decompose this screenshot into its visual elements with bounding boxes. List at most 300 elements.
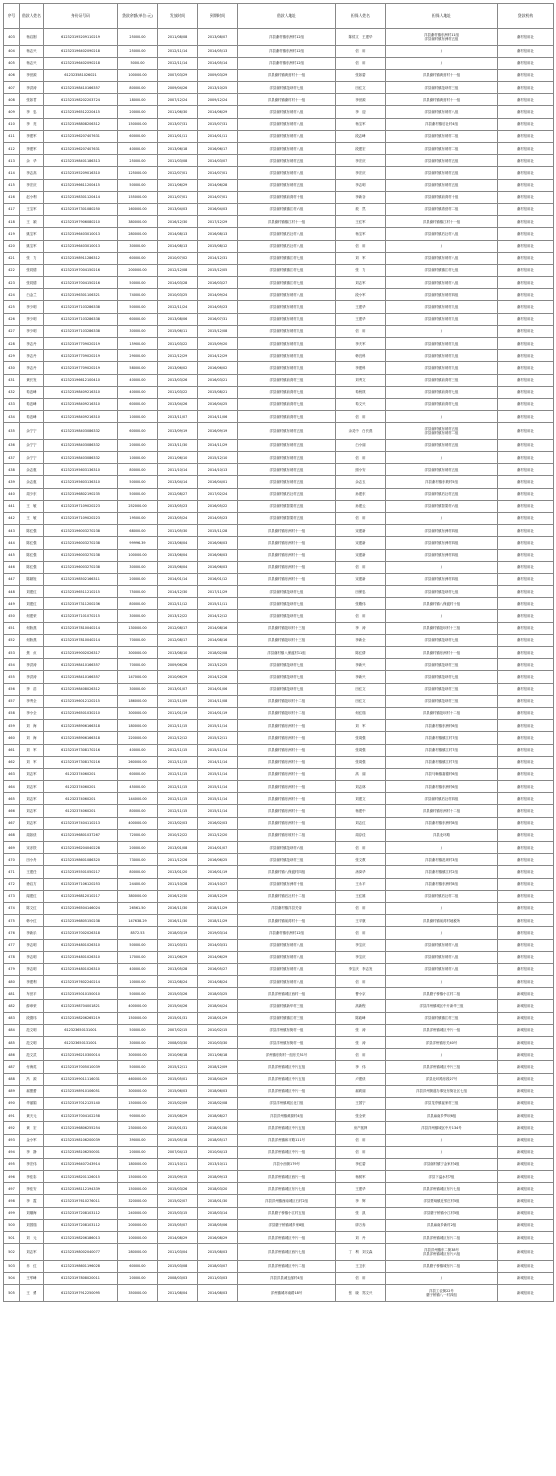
table-cell: 谢村信用社 — [498, 695, 554, 707]
table-cell: 447 — [4, 573, 20, 585]
table-cell: 陈文红 — [20, 902, 44, 914]
table-cell: 612323198906166318 — [44, 732, 118, 744]
table-cell: 2016/05/22 — [198, 500, 238, 512]
table-cell: 150000.00 — [118, 1171, 158, 1183]
table-cell: 洋县谢村镇范坝村十二组 — [238, 695, 336, 707]
table-cell: 2014/07/01 — [198, 191, 238, 203]
table-cell: 2011/06/29 — [158, 951, 198, 963]
table-cell: 刘顺海 — [20, 1207, 44, 1219]
table-cell: 洋县洋州镇城区西片一组 — [238, 1171, 336, 1183]
table-cell: 洋县谢村镇范坝村3组 — [386, 854, 498, 866]
table-cell: 30000.00 — [118, 561, 158, 573]
table-cell: 谢村信用社 — [498, 277, 554, 289]
table-cell: 20000.00 — [118, 106, 158, 118]
table-cell: 2016/12/30 — [158, 890, 198, 902]
table-cell: 612323195209016310 — [44, 167, 118, 179]
table-cell: 闻建红 — [20, 890, 44, 902]
table-cell: 洋县谢村镇东坡村八组 — [238, 939, 336, 951]
table-cell: 494 — [4, 1146, 20, 1158]
table-cell: 李 辉 — [336, 1195, 386, 1207]
table-cell: 李志高 — [20, 167, 44, 179]
table-cell: 505 — [4, 1285, 20, 1302]
table-cell: 2012/11/15 — [158, 756, 198, 768]
table-cell: 洋县洋州镇东关40号 — [386, 1037, 498, 1049]
table-row — [4, 793, 554, 805]
table-cell: 411 — [4, 130, 20, 142]
table-cell: 荀忠峰 — [20, 398, 44, 410]
table-cell: 李志丹 — [20, 362, 44, 374]
table-cell: 482 — [4, 1000, 20, 1012]
table-cell: 612323196812010217 — [44, 890, 118, 902]
table-cell: 612323198002040077 — [44, 1244, 118, 1261]
table-cell: 2013/04/26 — [158, 398, 198, 410]
table-cell: 洋县洋州镇城区东片七组 — [238, 1183, 336, 1195]
table-cell: 446 — [4, 561, 20, 573]
table-cell: 437 — [4, 452, 20, 464]
table-cell: 洋县谢村镇镇江村七组 — [386, 264, 498, 276]
table-cell: 2011/06/10 — [158, 452, 198, 464]
table-cell: 谢村信用社 — [498, 707, 554, 719]
table-cell: 李少明 — [20, 313, 44, 325]
table-cell: / — [386, 452, 498, 464]
table-cell: 谢村信用社 — [498, 228, 554, 240]
table-cell: 612323196611200415 — [44, 179, 118, 191]
table-cell: 谢村信用社 — [498, 301, 554, 313]
table-cell: 洋县谢村镇东坡村九组 — [386, 362, 498, 374]
table-cell: 2014/07/01 — [198, 167, 238, 179]
table-cell: 张周强 — [336, 744, 386, 756]
table-cell: 余志惠 — [20, 476, 44, 488]
table-cell: 417 — [4, 203, 20, 215]
table-row — [4, 1171, 554, 1183]
table-cell: 2018/04/29 — [198, 1073, 238, 1085]
table-cell: 2015/11/14 — [198, 720, 238, 732]
table-cell-line: 洋县谢村镇东洲村五组 — [424, 36, 459, 41]
table-cell: 2007/02/15 — [158, 1024, 198, 1036]
table-cell: 240000.00 — [118, 1207, 158, 1219]
table-cell: 洋县磨子桥镇小江村二组 — [386, 988, 498, 1000]
table-cell: 2015/11/14 — [198, 768, 238, 780]
table-cell: 荀忠峰 — [20, 411, 44, 423]
table-cell: 2015/03/08 — [158, 1260, 198, 1272]
table-row — [4, 1195, 554, 1207]
table-cell: 何红瑞 — [336, 707, 386, 719]
table-cell: 2009/04/26 — [158, 82, 198, 94]
table-cell: 洋县谢村镇镇江村7组 — [386, 744, 498, 756]
table-cell: 2013/06/04 — [158, 549, 198, 561]
table-cell: 612323196403010013 — [44, 228, 118, 240]
table-cell: 40000.00 — [118, 744, 158, 756]
table-cell: 2012/11/15 — [158, 805, 198, 817]
table-cell: 刘 军 — [336, 720, 386, 732]
table-cell: 孙建云 — [336, 500, 386, 512]
table-cell: 2016/09/19 — [198, 423, 238, 440]
table-cell: 谢村信用社 — [498, 622, 554, 634]
table-cell: 2016/08/29 — [198, 1232, 238, 1244]
table-cell: 谢村信用社 — [498, 106, 554, 118]
table-cell: 姚宝军 — [20, 228, 44, 240]
table-cell: 612323197004150216 — [44, 277, 118, 289]
table-cell: 612323198409216310 — [44, 398, 118, 410]
table-cell: 信 用 — [336, 842, 386, 854]
table-cell: 李洪涛 — [20, 82, 44, 94]
table-cell: 洋县北环路东段27号 — [386, 1073, 498, 1085]
table-cell: 405 — [4, 57, 20, 69]
table-cell: 612323198410166357 — [44, 82, 118, 94]
table-cell: 2013/08/07 — [198, 29, 238, 46]
table-cell: 洋县谢村镇东坡村八组 — [386, 106, 498, 118]
table-cell: 新城信用社 — [498, 1061, 554, 1073]
table-cell: 洋县谢村镇谢村村十一组 — [238, 94, 336, 106]
table-row — [4, 1260, 554, 1272]
table-cell: 2017/02/24 — [198, 488, 238, 500]
table-cell: 2014/12/12 — [198, 610, 238, 622]
table-cell: 刘秀文 — [336, 374, 386, 386]
table-row — [4, 106, 554, 118]
table-cell: 谢村信用社 — [498, 768, 554, 780]
table-cell: 李红碧 — [336, 1158, 386, 1170]
table-cell: 谢村信用社 — [498, 561, 554, 573]
table-cell: 2013/01/07 — [158, 683, 198, 695]
table-cell: 452 — [4, 634, 20, 646]
table-cell: 2011/05/30 — [158, 525, 198, 537]
table-cell: 荀秋筷 — [336, 386, 386, 398]
table-cell: 洋县谢村镇前湾村七组 — [386, 398, 498, 410]
table-cell: 李志明 — [20, 951, 44, 963]
table-cell: 谢村信用社 — [498, 338, 554, 350]
table-cell: 车世平 — [20, 988, 44, 1000]
table-cell: 谢村信用社 — [498, 191, 554, 203]
table-cell: 612323197602240214 — [44, 976, 118, 988]
table-cell: 李新兴 — [336, 671, 386, 683]
table-cell: 王 勇 — [20, 1285, 44, 1302]
table-cell: 404 — [4, 45, 20, 57]
table-cell: 2013/07/31 — [158, 118, 198, 130]
table-cell: 438 — [4, 464, 20, 476]
table-cell: 2013/08/06 — [158, 313, 198, 325]
table-cell: 436 — [4, 439, 20, 451]
table-cell: 谢村信用社 — [498, 179, 554, 191]
table-cell: 612323196801037267 — [44, 829, 118, 841]
table-cell: 2013/10/25 — [198, 82, 238, 94]
table-cell: 刘志军 — [20, 793, 44, 805]
table-cell: 612323196003270238 — [44, 525, 118, 537]
table-cell: 洋县谢村镇东坡村八组 — [238, 951, 336, 963]
table-cell: 谢村信用社 — [498, 203, 554, 215]
table-cell: / — [386, 902, 498, 914]
table-cell: 李建军 — [20, 143, 44, 155]
table-cell: 洋县谢村镇八保渡村十组 — [386, 598, 498, 610]
table-cell: 462 — [4, 756, 20, 768]
table-cell: 2018/11/29 — [198, 915, 238, 927]
table-cell: 29000.00 — [118, 350, 158, 362]
table-cell: 2015/06/11 — [158, 325, 198, 337]
table-cell: 谢村信用社 — [498, 963, 554, 975]
table-row — [4, 902, 554, 914]
table-cell: 410 — [4, 118, 20, 130]
table-cell: 412 — [4, 143, 20, 155]
table-cell: / — [386, 512, 498, 524]
table-cell: 洋县谢村镇镇江村7组 — [386, 756, 498, 768]
table-cell: 50000.00 — [118, 488, 158, 500]
table-cell: 144000.00 — [118, 793, 158, 805]
table-row — [4, 386, 554, 398]
table-cell: 王 颖 — [20, 216, 44, 228]
table-cell: 2012/11/09 — [158, 695, 198, 707]
table-row — [4, 118, 554, 130]
table-cell: 新城信用社 — [498, 1122, 554, 1134]
table-cell: 445 — [4, 549, 20, 561]
table-cell: 洋县谢村镇后社村二组 — [386, 890, 498, 902]
table-cell: 2018/05/06 — [198, 1219, 238, 1231]
table-cell: 刘志红 — [336, 817, 386, 829]
table-cell: 2019/03/14 — [198, 927, 238, 939]
table-cell: 80000.00 — [118, 805, 158, 817]
table-cell-line: 洋县谢村镇东坡村五组 — [424, 426, 459, 431]
table-row — [4, 817, 554, 829]
table-cell: 洋县谢村镇东洲村8组 — [386, 817, 498, 829]
table-cell: 454 — [4, 659, 20, 671]
table-row — [4, 1012, 554, 1024]
table-cell: 2018/04/24 — [198, 1000, 238, 1012]
table-cell: 487 — [4, 1061, 20, 1073]
table-cell — [386, 423, 498, 440]
table-cell: 谢村信用社 — [498, 82, 554, 94]
table-cell: 信 用 — [336, 45, 386, 57]
table-cell: 2016/02/03 — [198, 817, 238, 829]
table-cell: 80000.00 — [118, 82, 158, 94]
table-cell: 2016/01/12 — [198, 573, 238, 585]
table-cell: 谢村信用社 — [498, 976, 554, 988]
table-cell: 新城信用社 — [498, 1000, 554, 1012]
table-cell: 466 — [4, 805, 20, 817]
table-cell: 484 — [4, 1024, 20, 1036]
table-cell: 陈红强 — [20, 525, 44, 537]
table-cell: 2014/12/28 — [198, 671, 238, 683]
table-cell: 2013/02/03 — [158, 817, 198, 829]
table-cell: 2015/09/15 — [158, 1171, 198, 1183]
table-cell: 刘 海 — [20, 720, 44, 732]
table-cell: 李新谷 — [336, 191, 386, 203]
table-cell: 2016/06/03 — [198, 561, 238, 573]
table-cell: 薛章荣 — [20, 1000, 44, 1012]
table-row — [4, 155, 554, 167]
table-cell: 486 — [4, 1049, 20, 1061]
table-cell: 洋县谢村镇东坡村八组 — [238, 963, 336, 975]
table-cell: 478 — [4, 951, 20, 963]
table-cell: 洋县谢村镇洋县关帝 — [238, 902, 336, 914]
table-cell: 谢村信用社 — [498, 398, 554, 410]
table-cell: 2016/08/13 — [198, 228, 238, 240]
table-cell: 信 用 — [336, 240, 386, 252]
table-cell: 2011/01/19 — [158, 707, 198, 719]
table-cell: 503 — [4, 1260, 20, 1272]
table-cell: 李 霞 — [20, 1195, 44, 1207]
table-cell: 2015/04/26 — [158, 1000, 198, 1012]
table-cell: 余志惠 — [20, 464, 44, 476]
table-cell: 416 — [4, 191, 20, 203]
table-cell: 谢村信用社 — [498, 805, 554, 817]
table-cell: 2014/05/14 — [198, 57, 238, 69]
table-cell: 2010/04/13 — [198, 1146, 238, 1158]
table-cell: 488 — [4, 1073, 20, 1085]
table-cell: 8572.53 — [118, 927, 158, 939]
table-cell: 谢村信用社 — [498, 610, 554, 622]
table-cell: 洋县谢村镇东洲村12组 — [238, 45, 336, 57]
table-cell: 414 — [4, 167, 20, 179]
table-cell: 150000.00 — [118, 1097, 158, 1109]
table-cell: 洋县谢村镇东洲村6组 — [386, 720, 498, 732]
table-cell: 2018/03/14 — [198, 1207, 238, 1219]
table-cell: 洋县谢村镇智果村五组 — [238, 500, 336, 512]
table-cell: 502 — [4, 1244, 20, 1261]
table-cell: 612323198301120414 — [44, 191, 118, 203]
table-cell: 612323197012125140 — [44, 1097, 118, 1109]
table-cell: 2013/05/23 — [158, 500, 198, 512]
table-cell: 洋县扇南乡新村2组 — [386, 1219, 498, 1231]
table-cell: 2015/12/08 — [198, 325, 238, 337]
table-cell: 范文武 — [20, 1049, 44, 1061]
table-row — [4, 277, 554, 289]
table-cell: 洋县谢村镇东洲村十一组 — [238, 768, 336, 780]
table-cell-line: 洋县谢村镇东坡村二组 — [424, 431, 459, 436]
table-cell: 2013/05/24 — [158, 512, 198, 524]
table-cell: 刘志军 — [20, 1244, 44, 1261]
table-cell: 洋县谢村镇东坡村八组 — [238, 289, 336, 301]
table-cell: / — [386, 45, 498, 57]
table-cell: 杨树军 — [336, 1171, 386, 1183]
table-row — [4, 1037, 554, 1049]
table-row — [4, 228, 554, 240]
table-cell: 403 — [4, 29, 20, 46]
table-cell: 612323198410166357 — [44, 671, 118, 683]
table-row — [4, 1183, 554, 1195]
table-cell: 张 涛 — [336, 1037, 386, 1049]
table-cell: 380000.00 — [118, 890, 158, 902]
table-cell: 李新全 — [336, 634, 386, 646]
table-cell: 段小军 — [336, 289, 386, 301]
table-cell: 2011/03/08 — [158, 155, 198, 167]
table-cell: 2013/06/02 — [158, 362, 198, 374]
table-cell: 焦 贞 — [20, 647, 44, 659]
table-cell: 2015/05/01 — [158, 1073, 198, 1085]
table-cell: 2014/08/03 — [198, 1285, 238, 1302]
table-row — [4, 289, 554, 301]
table-cell: 洋县洋州镇城区中片一组 — [238, 1085, 336, 1097]
table-cell: 2014/12/31 — [198, 252, 238, 264]
table-cell: 2015/11/14 — [198, 805, 238, 817]
table-cell: 谢村信用社 — [498, 927, 554, 939]
table-cell: 谢村信用社 — [498, 350, 554, 362]
table-cell: 洋县谢村镇智果村六组 — [386, 500, 498, 512]
table-cell: 陈颖姓 — [20, 573, 44, 585]
table-cell: 2010/12/22 — [158, 829, 198, 841]
table-row — [4, 732, 554, 744]
table-row — [4, 167, 554, 179]
table-cell: 李建军 — [20, 130, 44, 142]
table-cell: 2013/08/10 — [158, 647, 198, 659]
table-cell: 26561.50 — [118, 902, 158, 914]
table-cell: 612323198410166357 — [44, 659, 118, 671]
table-cell: 洋县谢村镇前湾村七组 — [386, 386, 498, 398]
table-cell: 刘志军 — [20, 805, 44, 817]
table-row — [4, 439, 554, 451]
table-cell: 413 — [4, 155, 20, 167]
table-cell: 李宝庆 李志发 — [336, 963, 386, 975]
table-cell: 宋建新 — [336, 525, 386, 537]
table-cell: 宋建新 — [336, 549, 386, 561]
table-cell: 441 — [4, 500, 20, 512]
table-row — [4, 216, 554, 228]
table-cell: 612323197810040214 — [44, 634, 118, 646]
table-row — [4, 512, 554, 524]
table-cell: 612323194801026310 — [44, 951, 118, 963]
table-cell: 华丽娟 — [20, 1097, 44, 1109]
table-cell: 424 — [4, 289, 20, 301]
table-cell: 2015/12/10 — [198, 452, 238, 464]
table-cell: 2015/09/20 — [198, 338, 238, 350]
table-cell: 612323197208103112 — [44, 1207, 118, 1219]
table-cell: 刘 元 — [20, 1232, 44, 1244]
table-cell: 谢村信用社 — [498, 167, 554, 179]
table-cell: 450 — [4, 610, 20, 622]
table-cell: 谢村信用社 — [498, 155, 554, 167]
table-cell: 付海英 — [20, 1061, 44, 1073]
table-cell: 新城信用社 — [498, 1158, 554, 1170]
table-cell: 2014/12/30 — [158, 586, 198, 598]
table-cell: 2015/01/31 — [158, 1012, 198, 1024]
table-cell: 147000.00 — [118, 671, 158, 683]
table-cell: 金小军 — [20, 1134, 44, 1146]
table-cell: 洋州镇东街村一组东关51号 — [238, 1049, 336, 1061]
table-cell: 赵小利 — [20, 191, 44, 203]
table-cell: 谢村信用社 — [498, 464, 554, 476]
table-cell: 2015/08/03 — [198, 1244, 238, 1261]
table-cell: 王建华 — [336, 1183, 386, 1195]
table-cell: 433 — [4, 398, 20, 410]
table-cell: 2016/07/31 — [198, 313, 238, 325]
header-cell: 担保人地址 — [386, 4, 498, 29]
table-cell: 130000.00 — [118, 622, 158, 634]
table-cell: 2014/05/23 — [198, 512, 238, 524]
table-cell: 洋县谢村镇东坡村二组 — [386, 130, 498, 142]
table-cell: 洋县谢村镇范坝村三组 — [386, 683, 498, 695]
table-cell: 谢村信用社 — [498, 634, 554, 646]
table-cell: 2010/06/29 — [158, 671, 198, 683]
table-cell: 洋县谢村镇镇江村十一组 — [238, 216, 336, 228]
table-cell: 612323198808206312 — [44, 118, 118, 130]
table-cell: 495 — [4, 1158, 20, 1170]
table-cell: 612323197005010039 — [44, 1061, 118, 1073]
table-cell: 谢村信用社 — [498, 659, 554, 671]
table-cell: 612323196806255254 — [44, 1122, 118, 1134]
table-cell: 段建宏 — [336, 143, 386, 155]
table-cell: 洋县谢村镇东坡村五组 — [238, 439, 336, 451]
table-cell: 田保忠 — [336, 586, 386, 598]
table-cell: 王军峰 — [20, 1272, 44, 1284]
table-cell: 洋县谢村镇东坡村九组 — [386, 301, 498, 313]
table-cell: 李志明 — [20, 939, 44, 951]
header-cell: 借款人姓名 — [20, 4, 44, 29]
table-cell: 431 — [4, 374, 20, 386]
table-cell: 洋县谢村镇范坝村七组 — [238, 683, 336, 695]
table-cell: 2013/05/28 — [158, 963, 198, 975]
table-cell: 30000.00 — [118, 240, 158, 252]
table-cell: 洋县谢村镇湾营村二组 — [386, 203, 498, 215]
table-cell: 谢村信用社 — [498, 216, 554, 228]
table-cell: 洋县谢村镇东坡村二组 — [386, 143, 498, 155]
table-cell: / — [386, 561, 498, 573]
